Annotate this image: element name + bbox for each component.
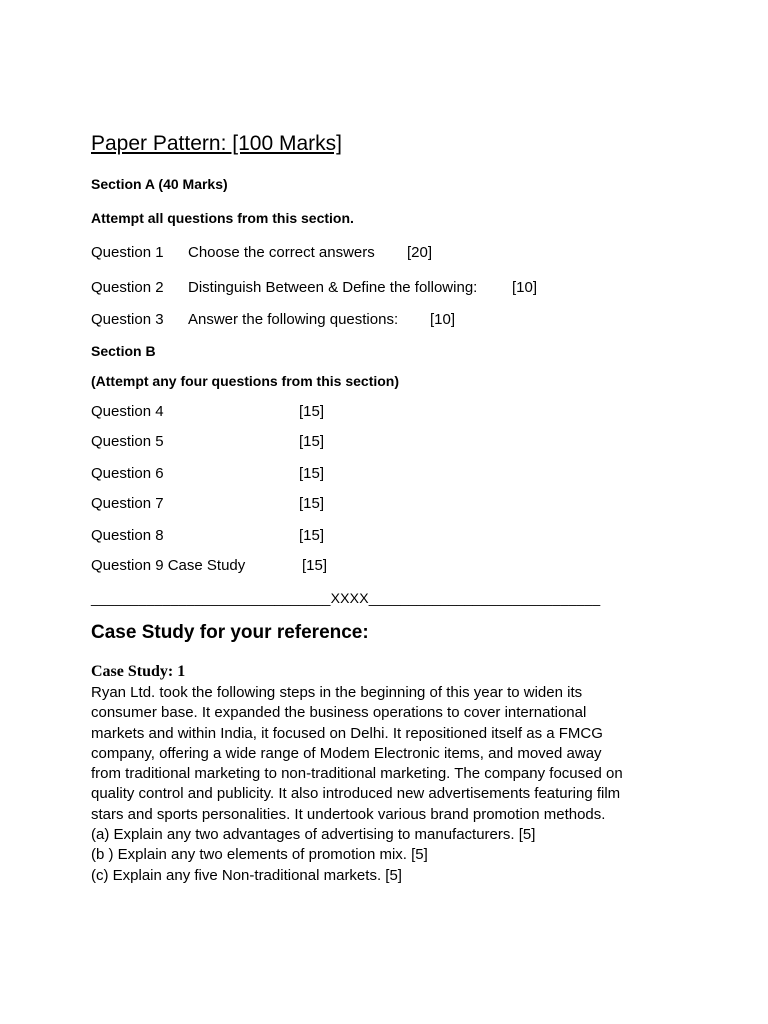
case-study-line: quality control and publicity. It also introduced new advertisements featuring film [91,785,621,803]
question-marks: [20] [407,244,433,261]
question-marks: [10] [512,279,538,296]
question-marks: [15] [299,527,325,544]
question-marks: [10] [430,311,456,328]
question-label: Question 4 [91,403,164,420]
question-label: Question 1 [91,244,164,261]
question-label: Question 6 [91,465,164,482]
case-study-question: (b ) Explain any two elements of promotion mix. [5] [91,846,428,864]
case-study-subheading: Case Study: 1 [91,663,186,680]
case-study-heading: Case Study for your reference: [91,622,369,643]
question-description: Answer the following questions: [188,311,399,328]
question-marks: [15] [299,495,325,512]
section-b-heading: Section B [91,343,156,359]
question-label: Question 5 [91,433,164,450]
case-study-question: (a) Explain any two advantages of advertising to manufacturers. [5] [91,826,536,844]
question-marks: [15] [299,403,325,420]
case-study-line: Ryan Ltd. took the following steps in the beginning of this year to widen its [91,684,583,701]
case-study-line: company, offering a wide range of Modem Electronic items, and moved away [91,744,602,762]
page-title: Paper Pattern: [100 Marks] [91,132,342,155]
case-study-question: (c) Explain any five Non-traditional markets. [5] [91,866,402,884]
section-a-instruction: Attempt all questions from this section. [91,210,354,226]
question-description: Distinguish Between & Define the following: [188,279,478,296]
question-label: Question 2 [91,279,164,296]
section-a-heading: Section A (40 Marks) [91,176,228,192]
question-description: Choose the correct answers [188,244,375,261]
section-b-instruction: (Attempt any four questions from this section) [91,373,400,389]
question-marks: [15] [302,557,328,574]
case-study-line: consumer base. It expanded the business operations to cover international [91,704,587,722]
question-label: Question 3 [91,311,164,328]
question-label: Question 8 [91,527,164,544]
question-label: Question 9 Case Study [91,557,246,574]
question-label: Question 7 [91,495,164,512]
question-marks: [15] [299,433,325,450]
separator-line: ______________________________XXXX_____________________________ [91,590,601,606]
case-study-line: from traditional marketing to non-traditional marketing. The company focused on [91,765,623,783]
case-study-line: markets and within India, it focused on Delhi. It repositioned itself as a FMCG [91,724,603,742]
question-marks: [15] [299,465,325,482]
case-study-body [91,683,623,886]
case-study-line: stars and sports personalities. It undertook various brand promotion methods. [91,805,606,823]
